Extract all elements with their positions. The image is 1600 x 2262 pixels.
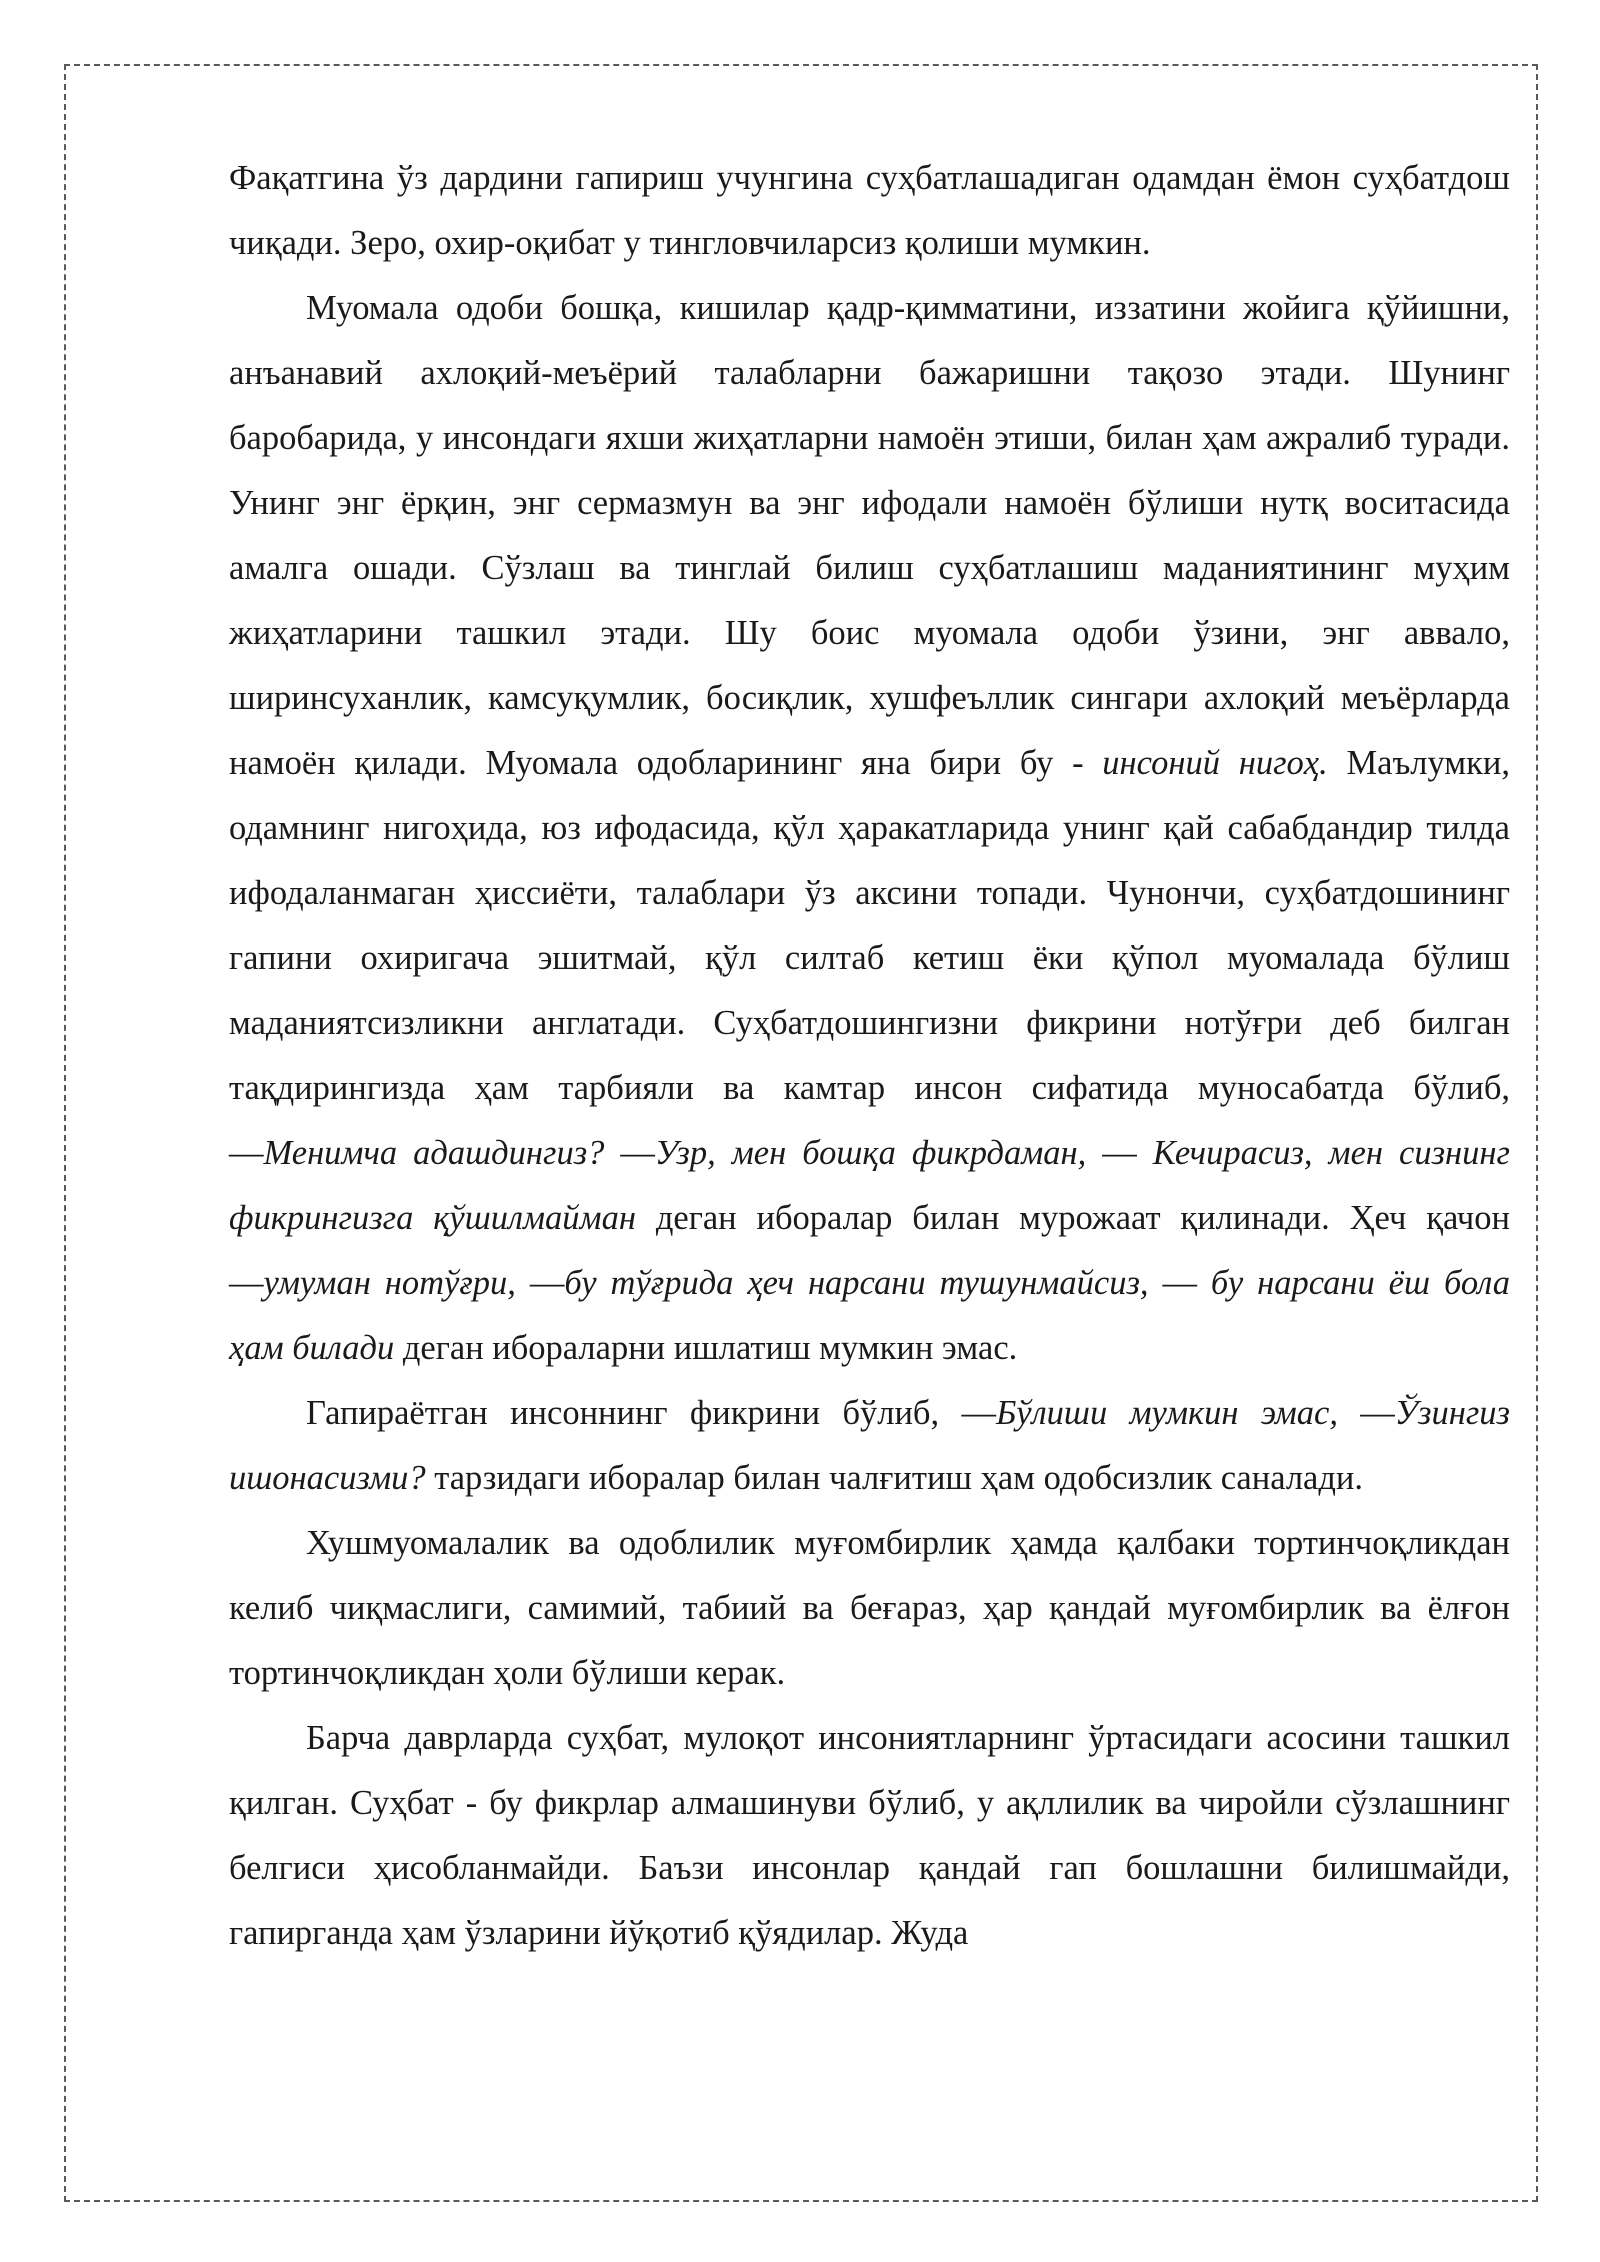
italic-text-run: инсоний нигоҳ. (1102, 744, 1328, 782)
text-run: Гапираётган инсоннинг фикрини бўлиб, (306, 1394, 962, 1432)
italic-text-run: ―умуман нотўғри, ―бу тўғрида ҳеч нарсани тушунмайсиз, ― бу нарсани ёш бола ҳам билади (229, 1264, 1510, 1367)
italic-text-run: ―Менимча адашдингиз? ―Узр, мен бошқа фикрдаман, ― Кечирасиз, мен сизнинг фикрингизга қўшилмайман (229, 1134, 1510, 1237)
paragraph-2 (229, 276, 1510, 1381)
paragraph-5 (229, 1706, 1510, 1966)
paragraph-4 (229, 1511, 1510, 1706)
italic-text-run: ―Бўлиши мумкин эмас, ―Ўзингиз ишонасизми? (229, 1394, 1510, 1497)
text-run: тарзидаги иборалар билан чалғитиш ҳам одобсизлик саналади. (425, 1459, 1363, 1497)
text-run: деган иборалар билан мурожаат қилинади. Ҳеч қачон (635, 1199, 1510, 1237)
paragraph-3 (229, 1381, 1510, 1511)
text-run: Фақатгина ўз дардини гапириш учунгина суҳбатлашадиган одамдан ёмон суҳбатдош чиқади. Зеро, охир-оқибат у тингловчиларсиз қолиши мумкин. (229, 159, 1510, 262)
document-body (229, 146, 1510, 1966)
text-run: Маълумки, одамнинг нигоҳида, юз ифодасида, қўл ҳаракатларида унинг қай сабабдандир тилда ифодаланмаган ҳиссиёти, талаблари ўз аксини топади. Чунончи, суҳбатдошининг гапини охиригача эшитмай, қўл силтаб кетиш ёки қўпол муомалада бўлиш маданиятсизликни англатади. Суҳбатдошингизни фикрини нотўғри деб билган тақдирингизда ҳам тарбияли ва камтар инсон сифатида муносабатда бўлиб, (229, 744, 1510, 1107)
text-run: деган ибораларни ишлатиш мумкин эмас. (394, 1329, 1018, 1367)
text-run: Хушмуомалалик ва одоблилик муғомбирлик ҳамда қалбаки тортинчоқликдан келиб чиқмаслиги, самимий, табиий ва беғараз, ҳар қандай муғомбирлик ва ёлғон тортинчоқликдан ҳоли бўлиши керак. (229, 1524, 1510, 1692)
text-run: Муомала одоби бошқа, кишилар қадр-қимматини, иззатини жойига қўйишни, анъанавий ахлоқий-меъёрий талабларни бажаришни тақозо этади. Шунинг баробарида, у инсондаги яхши жиҳатларни намоён этиши, билан ҳам ажралиб туради. Унинг энг ёрқин, энг сермазмун ва энг ифодали намоён бўлиши нутқ воситасида амалга ошади. Сўзлаш ва тинглай билиш суҳбатлашиш маданиятининг муҳим жиҳатларини ташкил этади. Шу боис муомала одоби ўзини, энг аввало, ширинсуханлик, камсуқумлик, босиқлик, хушфеъллик сингари ахлоқий меъёрларда намоён қилади. Муомала одобларининг яна бири бу - (229, 289, 1510, 782)
paragraph-1 (229, 146, 1510, 276)
text-run: Барча даврларда суҳбат, мулоқот инсониятларнинг ўртасидаги асосини ташкил қилган. Суҳбат - бу фикрлар алмашинуви бўлиб, у ақллилик ва чиройли сўзлашнинг белгиси ҳисобланмайди. Баъзи инсонлар қандай гап бошлашни билишмайди, гапирганда ҳам ўзларини йўқотиб қўядилар. Жуда (229, 1719, 1510, 1952)
